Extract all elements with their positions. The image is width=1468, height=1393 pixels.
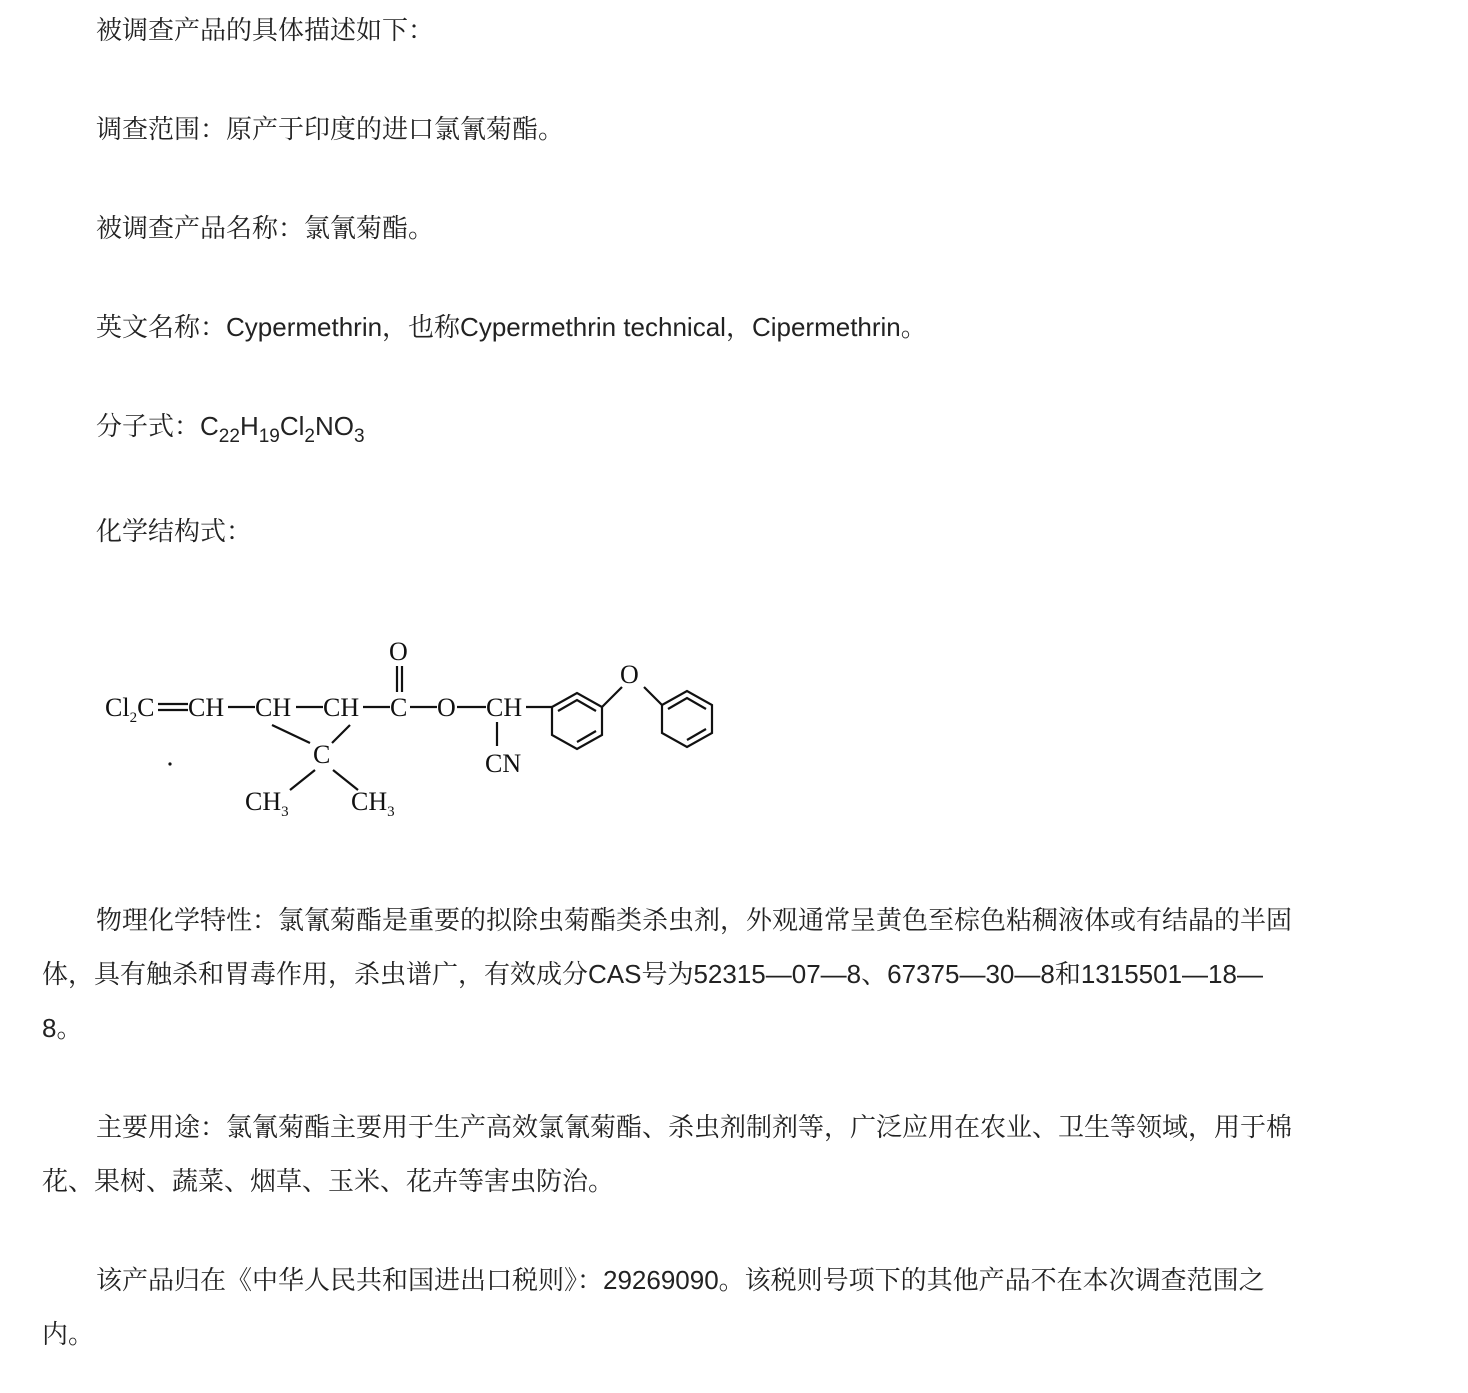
formula-h: H: [239, 411, 259, 441]
formula-c-sub: 22: [218, 426, 240, 447]
methyl1-text: $CH_3$: [245, 787, 289, 820]
quat-c-text: C: [313, 740, 331, 769]
carbonyl-c-text: C: [390, 693, 408, 722]
bond-ether-ring2: [644, 687, 662, 705]
formula-no-sub: 3: [354, 426, 365, 447]
formula-no: NO: [315, 411, 354, 441]
cn-text: CN: [485, 749, 522, 778]
formula-c: C: [200, 411, 219, 441]
ring-bond-right: [332, 725, 350, 743]
benzene-ring-1: [552, 693, 602, 749]
ring-bond-left: [272, 725, 310, 743]
ch4-text: CH: [486, 693, 523, 722]
stray-dot: [168, 762, 171, 765]
benzene-ring-2: [662, 691, 712, 747]
properties-paragraph: 物理化学特性：氯氰菊酯是重要的拟除虫菊酯类杀虫剂，外观通常呈黄色至棕色粘稠液体或有结晶的半固体，具有触杀和胃毒作用，杀虫谱广，有效成分CAS号为52315—07—8、67375—30—8和1315501—18—8。: [42, 905, 1293, 1043]
ch3-text: CH: [323, 693, 360, 722]
ester-o-text: O: [437, 693, 456, 722]
ether-o-text: O: [620, 660, 639, 689]
tariff-paragraph: 该产品归在《中华人民共和国进出口税则》：29269090。该税则号项下的其他产品不在本次调查范围之内。: [42, 1265, 1265, 1349]
product-name-paragraph: 被调查产品名称：氯氰菊酯。: [96, 213, 435, 243]
ch1-text: CH: [188, 693, 225, 722]
ch2-text: CH: [255, 693, 292, 722]
chemical-structure-diagram: [100, 630, 720, 825]
methyl2-text: $CH_3$: [351, 787, 395, 820]
formula-h-sub: 19: [258, 426, 280, 447]
english-name-paragraph: 英文名称：Cypermethrin，也称Cypermethrin technical，Cipermethrin。: [96, 312, 927, 342]
carbonyl-o-text: O: [389, 637, 408, 666]
intro-paragraph: 被调查产品的具体描述如下：: [96, 15, 435, 45]
cl2c-text: $Cl_2C$: [105, 693, 155, 726]
formula-cl-sub: 2: [304, 426, 315, 447]
bond-ring1-ether: [602, 687, 622, 707]
formula-label: 分子式：: [96, 411, 201, 441]
scope-paragraph: 调查范围：原产于印度的进口氯氰菊酯。: [96, 114, 565, 144]
formula-paragraph: [42, 399, 1292, 464]
formula-cl: Cl: [279, 411, 305, 441]
structure-label: 化学结构式：: [96, 516, 253, 546]
uses-paragraph: 主要用途：氯氰菊酯主要用于生产高效氯氰菊酯、杀虫剂制剂等，广泛应用在农业、卫生等领域，用于棉花、果树、蔬菜、烟草、玉米、花卉等害虫防治。: [42, 1112, 1293, 1196]
methyl-bond-1: [290, 770, 315, 790]
